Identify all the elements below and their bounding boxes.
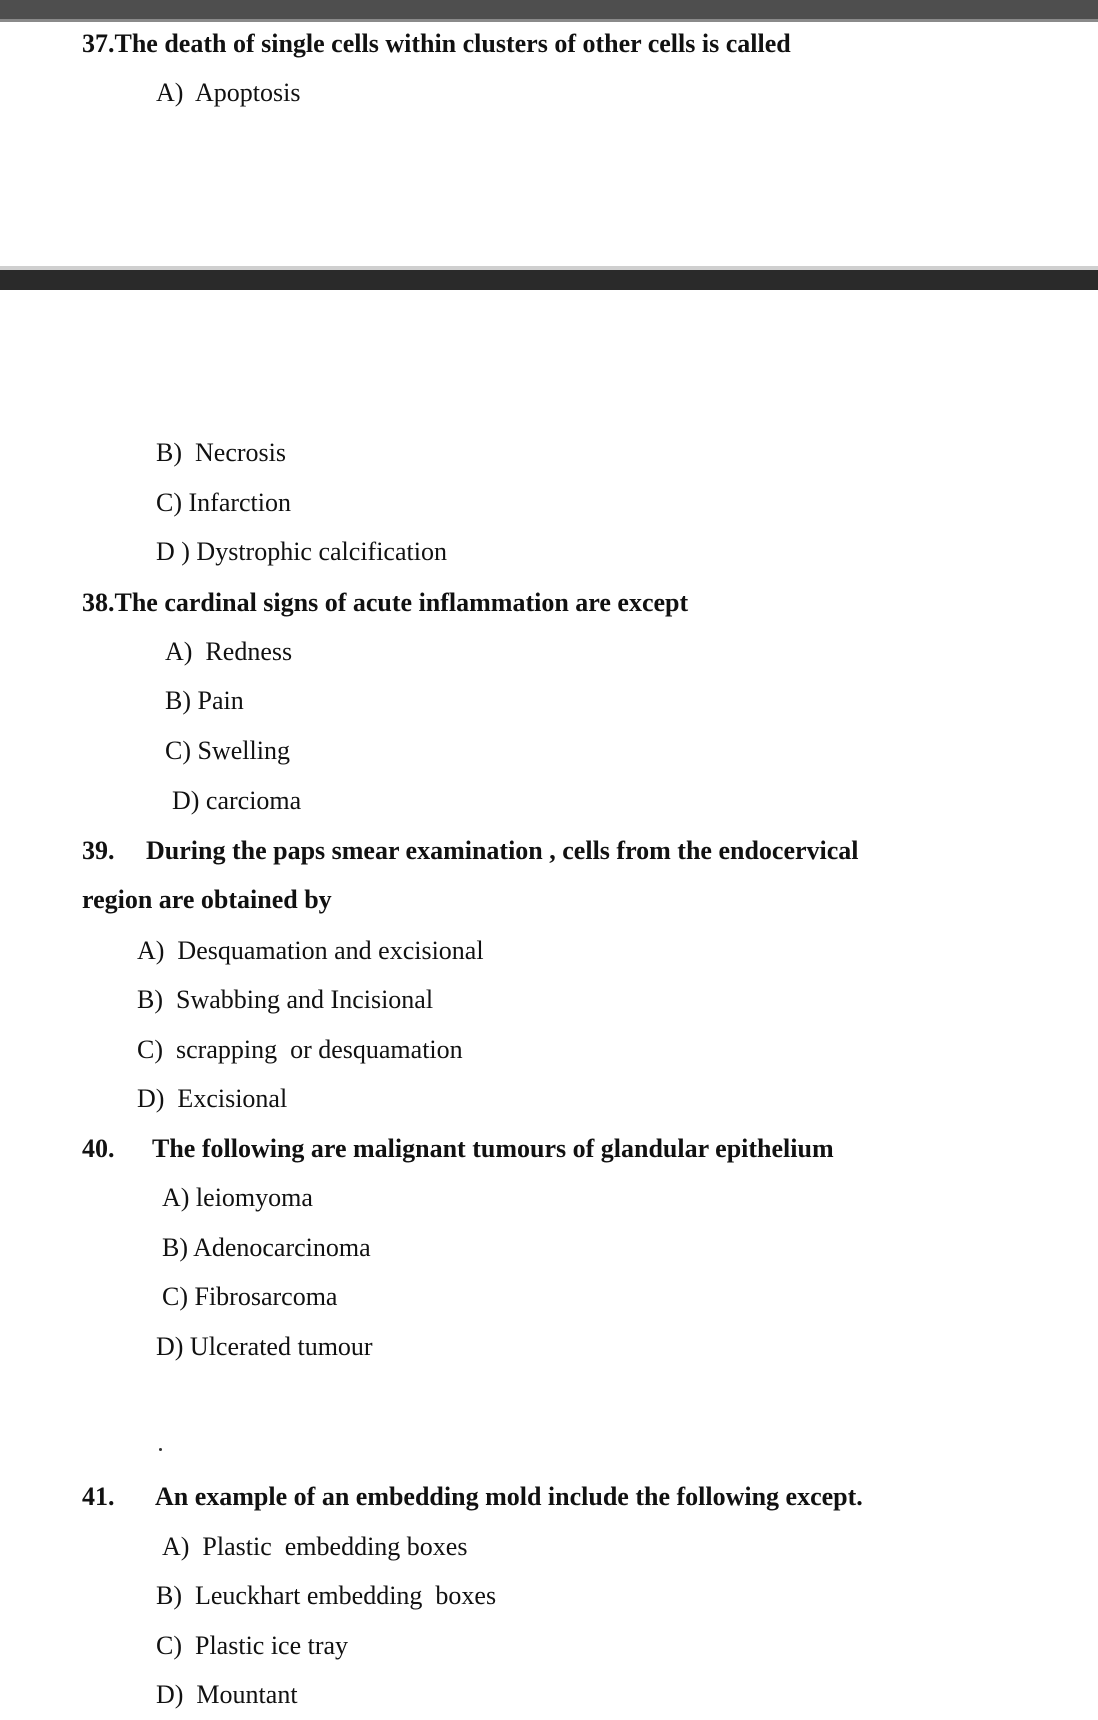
question-41-option-a: A) Plastic embedding boxes — [162, 1532, 468, 1561]
question-40-option-b: B) Adenocarcinoma — [162, 1233, 371, 1262]
question-38-title — [82, 588, 688, 618]
question-37-option-d: D ) Dystrophic calcification — [156, 537, 447, 566]
question-41-option-c: C) Plastic ice tray — [156, 1631, 349, 1660]
top-strip-highlight — [0, 19, 1098, 22]
question-39-text-line1: During the paps smear examination , cells from the endocervical — [146, 836, 859, 865]
question-39-option-a: A) Desquamation and excisional — [137, 936, 484, 965]
question-38-option-a: A) Redness — [165, 637, 293, 666]
question-40-text: The following are malignant tumours of glandular epithelium — [152, 1134, 834, 1163]
question-38-option-c: C) Swelling — [165, 736, 290, 765]
question-41-option-b: B) Leuckhart embedding boxes — [156, 1581, 497, 1610]
question-40-number: 40. — [82, 1134, 115, 1163]
question-39-option-d: D) Excisional — [137, 1084, 288, 1113]
page-break-band — [0, 270, 1098, 290]
question-40-option-a: A) leiomyoma — [162, 1183, 313, 1212]
question-39-option-c: C) scrapping or desquamation — [137, 1035, 463, 1064]
question-41-number: 41. — [82, 1482, 115, 1511]
question-38-number: 38. — [82, 588, 115, 617]
question-39-number: 39. — [82, 836, 115, 865]
question-38-text: The cardinal signs of acute inflammation are except — [114, 588, 689, 617]
question-39-text-line2: region are obtained by — [82, 885, 332, 914]
question-37-option-b: B) Necrosis — [156, 438, 286, 467]
question-37-number: 37. — [82, 29, 115, 58]
question-40-option-c: C) Fibrosarcoma — [162, 1282, 338, 1311]
question-41-title — [82, 1482, 863, 1512]
question-37-text: The death of single cells within clusters of other cells is called — [114, 29, 791, 58]
question-39-option-b: B) Swabbing and Incisional — [137, 985, 434, 1014]
stray-dot-mark — [159, 1448, 162, 1451]
question-40-title — [82, 1134, 834, 1164]
question-40-option-d: D) Ulcerated tumour — [156, 1332, 373, 1361]
question-41-text: An example of an embedding mold include the following except. — [155, 1482, 863, 1511]
question-38-option-b: B) Pain — [165, 686, 244, 715]
question-37-option-c: C) Infarction — [156, 488, 292, 517]
question-39-title — [82, 836, 859, 866]
question-37-option-a: A) Apoptosis — [156, 78, 301, 107]
question-41-option-d: D) Mountant — [156, 1680, 298, 1709]
question-38-option-d: D) carcioma — [172, 786, 302, 815]
question-37-title — [82, 29, 791, 59]
